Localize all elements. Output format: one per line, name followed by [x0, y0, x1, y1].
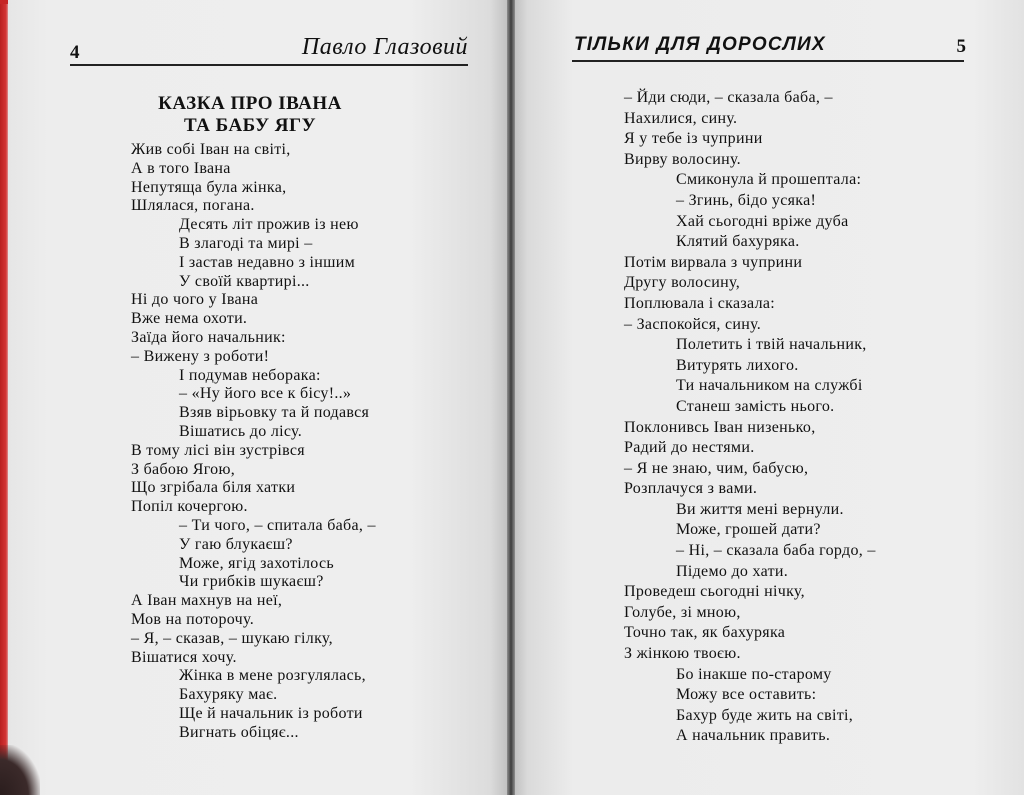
poem-title	[128, 93, 372, 137]
verse-line: Розплачуся з вами.	[624, 480, 758, 498]
verse-line: Хай сьогодні вріже дуба	[676, 212, 849, 230]
verse-line: Голубе, зі мною,	[624, 603, 741, 621]
verse-line: Проведеш сьогодні нічку,	[624, 583, 805, 601]
verse-line: Бо інакше по-старому	[676, 665, 832, 683]
page-number: 5	[956, 36, 966, 57]
verse-line: Бахуряку має.	[179, 686, 278, 704]
verse-line: – Я, – сказав, – шукаю гілку,	[131, 629, 333, 647]
verse-line: А начальник править.	[676, 727, 831, 745]
verse-line: Точно так, як бахуряка	[624, 624, 786, 642]
verse-line: – Йди сюди, – сказала баба, –	[624, 89, 833, 106]
verse-line: Попіл кочергою.	[131, 498, 248, 516]
verse-line: Може, ягід захотілось	[179, 554, 335, 572]
verse-line: Мов на поторочу.	[131, 610, 255, 628]
verse-line: Другу волосину,	[624, 274, 741, 292]
verse-line: – Згинь, бідо усяка!	[676, 191, 817, 209]
verse-line: – Я не знаю, чим, бабусю,	[624, 459, 809, 477]
verse-line: Потім вирвала з чуприни	[624, 253, 803, 271]
verse-line: Нахилися, сину.	[624, 109, 738, 127]
book-gutter	[507, 0, 515, 795]
verse-line: Клятий бахуряка.	[676, 233, 800, 251]
verse-line: Я у тебе із чуприни	[624, 130, 763, 148]
verse-line: Непутяща була жінка,	[131, 178, 287, 196]
verse-line: Можу все оставить:	[676, 686, 817, 704]
verse-line: Ні до чого у Івана	[131, 291, 259, 309]
verse-line: – Заспокойся, сину.	[624, 315, 762, 333]
verse-line: Може, грошей дати?	[676, 521, 821, 539]
verse-line: Заїда його начальник:	[131, 328, 286, 346]
verse-line: В злагоді та мирі –	[179, 234, 313, 252]
verse-line: Жив собі Іван на світі,	[131, 141, 291, 158]
verse-line: Радий до нестями.	[624, 439, 755, 457]
verse-line: Шлялася, погана.	[131, 197, 255, 215]
header-rule	[572, 60, 964, 62]
verse-line: – Ні, – сказала баба гордо, –	[676, 542, 876, 560]
verse-line: Смиконула й прошептала:	[676, 171, 862, 189]
verse-line: Підемо до хати.	[676, 562, 789, 580]
verse-line: У своїй квартирі...	[179, 272, 310, 290]
verse-line: Ще й начальник із роботи	[179, 704, 363, 722]
verse-line: Поплювала і сказала:	[624, 294, 775, 312]
verse-line: Десять літ прожив із нею	[179, 216, 359, 234]
verse-line: Вирву волосину.	[624, 150, 741, 168]
verse-line: І подумав неборака:	[179, 366, 321, 384]
verse-line: Вже нема охоти.	[131, 310, 248, 328]
verse-line: Вішатись до лісу.	[179, 422, 303, 440]
left-page	[8, 0, 510, 795]
header-rule	[70, 64, 468, 66]
verse-line: У гаю блукаєш?	[179, 535, 293, 553]
verse-line: – Ти чого, – спитала баба, –	[179, 516, 376, 534]
verse-line: В тому лісі він зустрівся	[131, 441, 305, 459]
verse-line: З жінкою твоєю.	[624, 645, 741, 663]
verse-line: – «Ну його все к бісу!..»	[179, 385, 352, 403]
verse-line: Ти начальником на службі	[676, 377, 863, 395]
verse-line: Вигнать обіцяє...	[179, 723, 299, 741]
verse-line: Жінка в мене розгулялась,	[179, 667, 366, 685]
verse-line: А в того Івана	[131, 159, 231, 177]
verse-line: Бахур буде жить на світі,	[676, 706, 854, 724]
poem-title-line: ТА БАБУ ЯГУ	[183, 115, 317, 136]
poem-verse-right	[624, 88, 876, 747]
running-title: ТІЛЬКИ ДЛЯ ДОРОСЛИХ	[574, 34, 826, 55]
verse-line: Станеш замість нього.	[676, 397, 835, 415]
verse-line: – Вижену з роботи!	[131, 347, 270, 365]
right-page	[512, 0, 1024, 795]
verse-line: Витурять лихого.	[676, 356, 799, 374]
author-name: Павло Глазовий	[301, 34, 468, 60]
verse-line: Вішатися хочу.	[131, 648, 237, 666]
verse-line: І застав недавно з іншим	[179, 253, 356, 271]
page-number: 4	[70, 42, 80, 63]
poem-title-line: КАЗКА ПРО ІВАНА	[158, 93, 342, 114]
verse-line: Що згрібала біля хатки	[131, 479, 296, 497]
verse-line: З бабою Ягою,	[131, 460, 236, 478]
verse-line: Ви життя мені вернули.	[676, 500, 844, 518]
verse-line: Взяв вірьовку та й подався	[179, 404, 370, 422]
verse-line: А Іван махнув на неї,	[131, 592, 283, 610]
verse-line: Поклонивсь Іван низенько,	[624, 418, 816, 436]
poem-verse-left	[131, 141, 376, 743]
verse-line: Полетить і твій начальник,	[676, 336, 867, 354]
verse-line: Чи грибків шукаєш?	[179, 573, 324, 591]
corner-shadow	[0, 745, 40, 795]
